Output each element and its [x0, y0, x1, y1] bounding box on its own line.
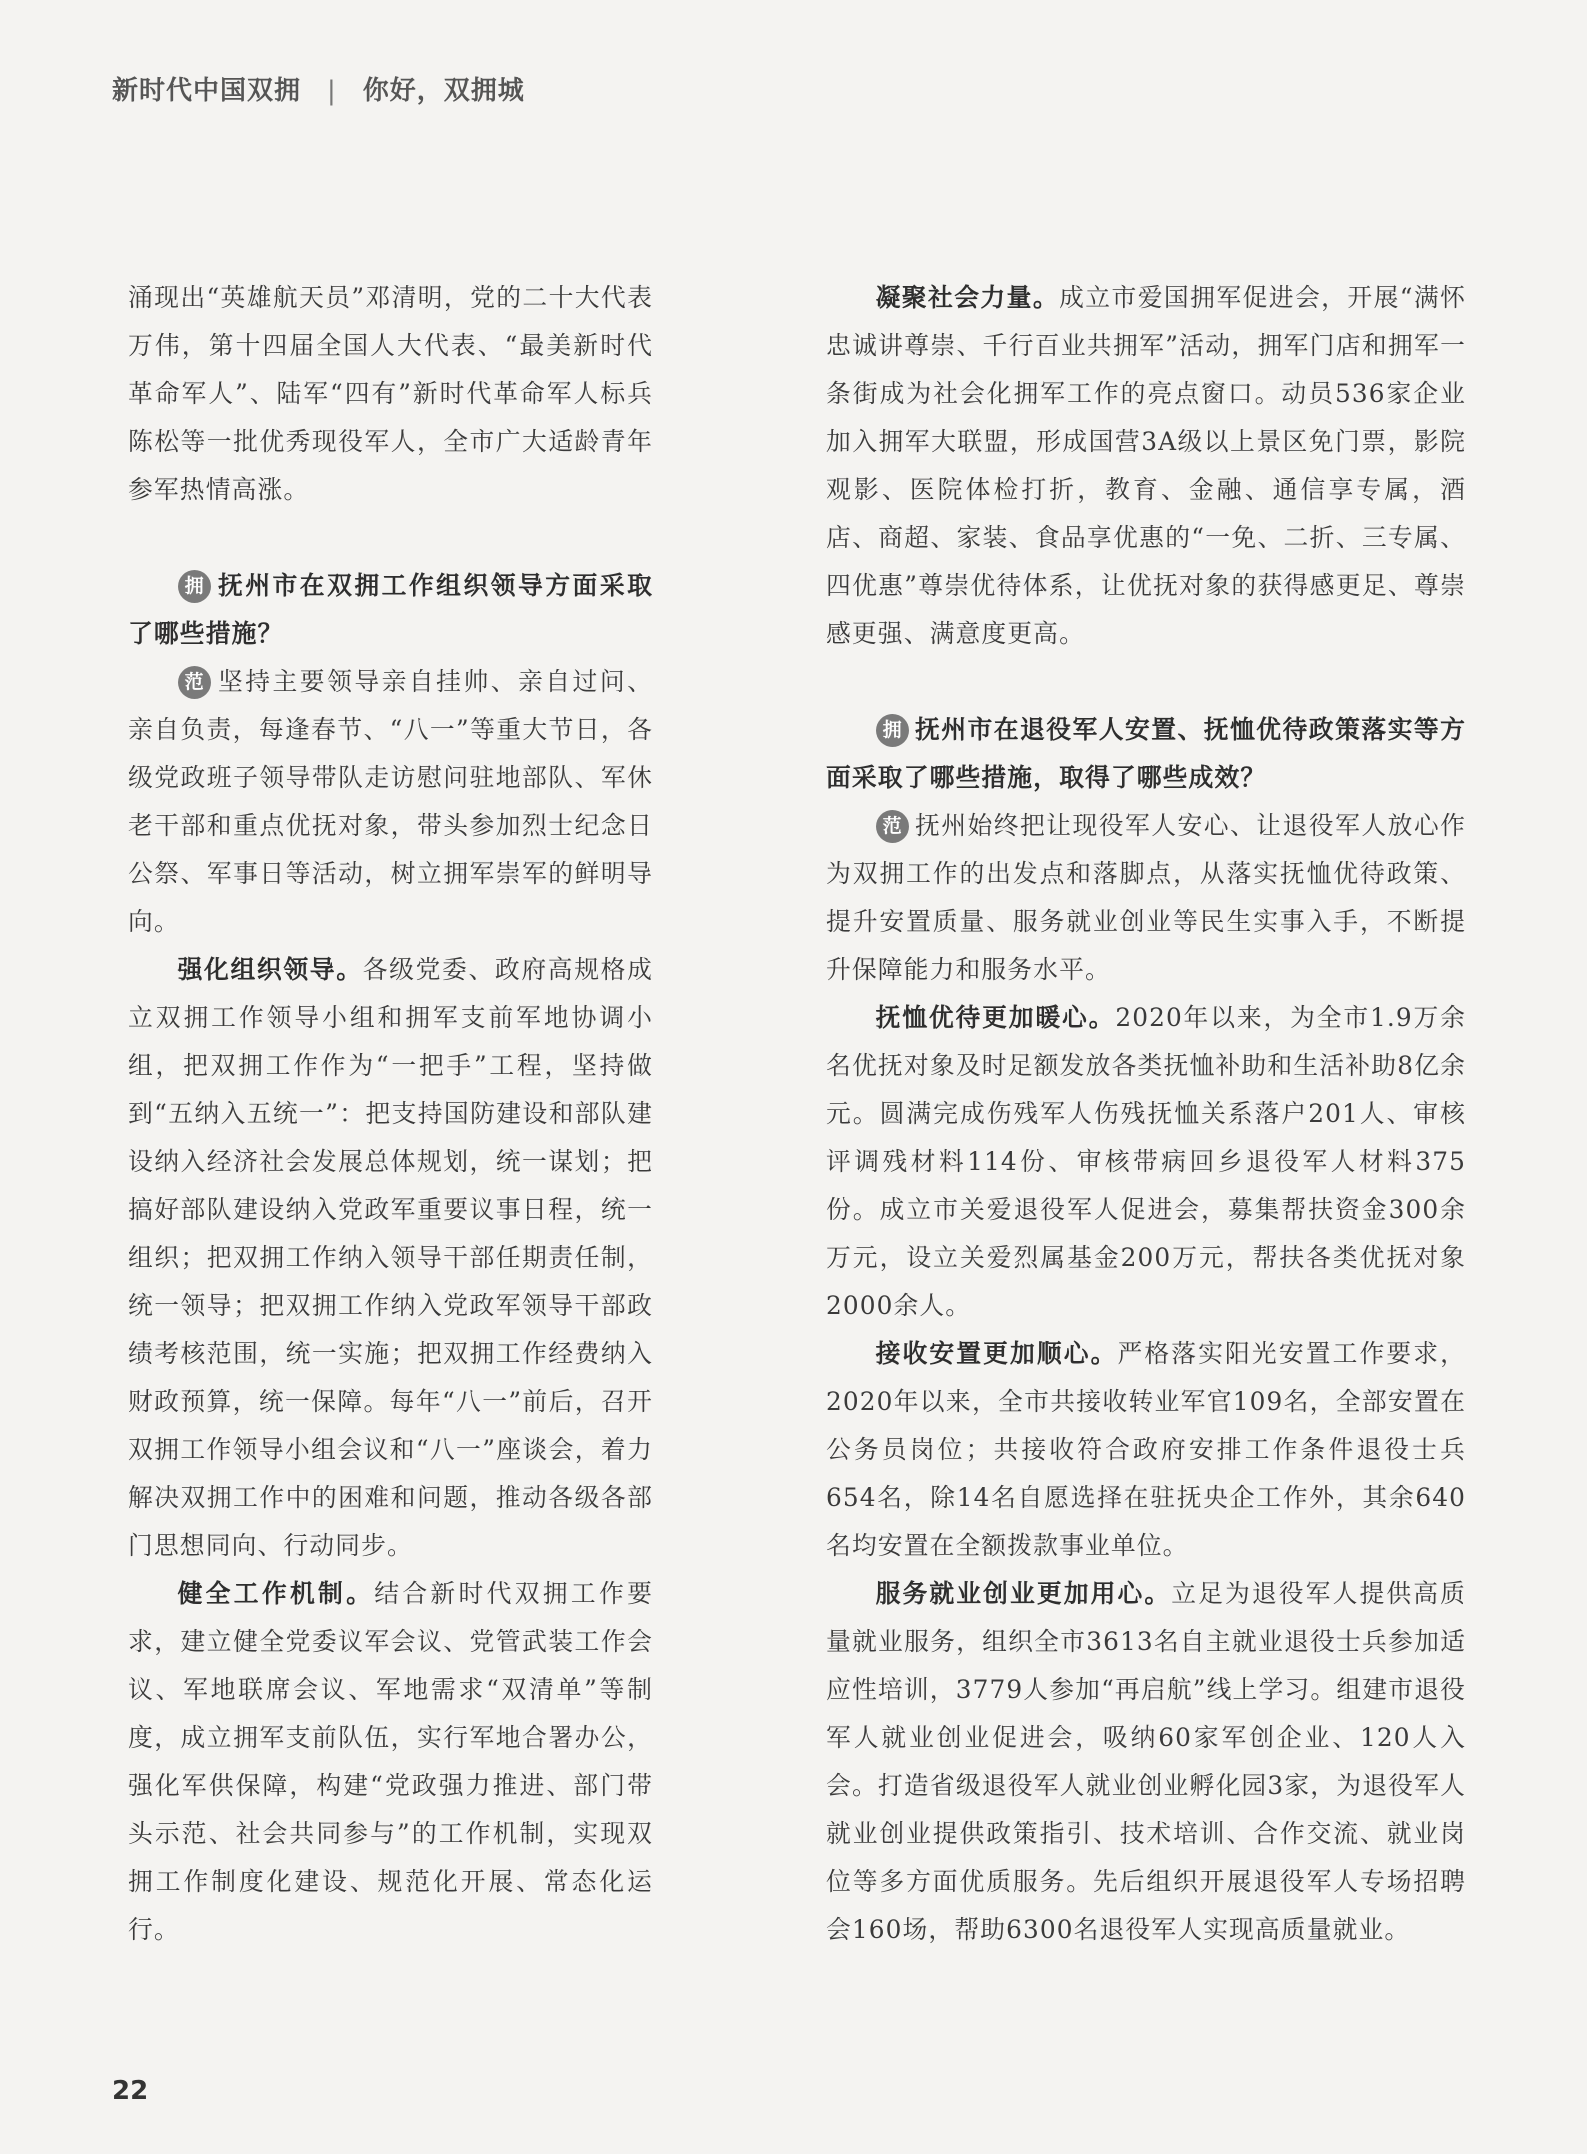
paragraph	[826, 994, 1466, 1330]
paragraph-body: 严格落实阳光安置工作要求，2020年以来，全市共接收转业军官109名，全部安置在公务员岗位；共接收符合政府安排工作条件退役士兵654名，除14名自愿选择在驻抚央企工作外，其余640名均安置在全额拨款事业单位。	[826, 1339, 1466, 1560]
right-column	[826, 274, 1466, 1954]
question-heading	[826, 706, 1466, 802]
paragraph	[128, 1570, 653, 1954]
paragraph-lead: 强化组织领导。	[177, 955, 363, 984]
answer-badge-icon: 范	[876, 810, 909, 843]
paragraph-continued: 涌现出“英雄航天员”邓清明，党的二十大代表万伟，第十四届全国人大代表、“最美新时代革命军人”、陆军“四有”新时代革命军人标兵陈松等一批优秀现役军人，全市广大适龄青年参军热情高涨。	[128, 283, 653, 504]
paragraph-lead: 凝聚社会力量。	[875, 283, 1060, 312]
answer-paragraph	[128, 658, 653, 946]
paragraph-body: 成立市爱国拥军促进会，开展“满怀忠诚讲尊崇、千行百业共拥军”活动，拥军门店和拥军一条街成为社会化拥军工作的亮点窗口。动员536家企业加入拥军大联盟，形成国营3A级以上景区免门票，影院观影、医院体检打折，教育、金融、通信享专属，酒店、商超、家装、食品享优惠的“一免、二折、三专属、四优惠”尊崇优待体系，让优抚对象的获得感更足、尊崇感更强、满意度更高。	[826, 283, 1467, 648]
header-series-title: 新时代中国双拥	[112, 76, 302, 106]
answer-paragraph	[826, 802, 1466, 994]
question-badge-icon: 拥	[178, 570, 211, 603]
question-badge-icon: 拥	[876, 714, 909, 747]
answer-text: 坚持主要领导亲自挂帅、亲自过问、亲自负责，每逢春节、“八一”等重大节日，各级党政班子领导带队走访慰问驻地部队、军休老干部和重点优抚对象，带头参加烈士纪念日公祭、军事日等活动，树立拥军崇军的鲜明导向。	[128, 667, 653, 936]
paragraph-lead: 服务就业创业更加用心。	[875, 1579, 1172, 1608]
paragraph-body: 结合新时代双拥工作要求，建立健全党委议军会议、党管武装工作会议、军地联席会议、军地需求“双清单”等制度，成立拥军支前队伍，实行军地合署办公，强化军供保障，构建“党政强力推进、部门带头示范、社会共同参与”的工作机制，实现双拥工作制度化建设、规范化开展、常态化运行。	[128, 1579, 653, 1944]
running-header	[112, 70, 525, 107]
answer-badge-icon: 范	[178, 666, 211, 699]
paragraph-lead: 抚恤优待更加暖心。	[875, 1003, 1116, 1032]
question-text: 抚州市在双拥工作组织领导方面采取了哪些措施？	[128, 571, 653, 648]
question-text: 抚州市在退役军人安置、抚恤优待政策落实等方面采取了哪些措施，取得了哪些成效？	[826, 715, 1466, 792]
paragraph-body: 各级党委、政府高规格成立双拥工作领导小组和拥军支前军地协调小组，把双拥工作作为“一把手”工程，坚持做到“五纳入五统一”：把支持国防建设和部队建设纳入经济社会发展总体规划，统一谋划；把搞好部队建设纳入党政军重要议事日程，统一组织；把双拥工作纳入领导干部任期责任制，统一领导；把双拥工作纳入党政军领导干部政绩考核范围，统一实施；把双拥工作经费纳入财政预算，统一保障。每年“八一”前后，召开双拥工作领导小组会议和“八一”座谈会，着力解决双拥工作中的困难和问题，推动各级各部门思想同向、行动同步。	[128, 955, 653, 1560]
paragraph-lead: 接收安置更加顺心。	[875, 1339, 1118, 1368]
answer-text: 抚州始终把让现役军人安心、让退役军人放心作为双拥工作的出发点和落脚点，从落实抚恤优待政策、提升安置质量、服务就业创业等民生实事入手，不断提升保障能力和服务水平。	[826, 811, 1466, 984]
paragraph-body: 2020年以来，为全市1.9万余名优抚对象及时足额发放各类抚恤补助和生活补助8亿余元。圆满完成伤残军人伤残抚恤关系落户201人、审核评调残材料114份、审核带病回乡退役军人材料375份。成立市关爱退役军人促进会，募集帮扶资金300余万元，设立关爱烈属基金200万元，帮扶各类优抚对象2000余人。	[826, 1003, 1466, 1320]
header-separator: |	[327, 76, 337, 106]
page-number: 22	[112, 2076, 149, 2106]
paragraph	[826, 274, 1466, 658]
question-heading	[128, 562, 653, 658]
header-section-title: 你好，双拥城	[362, 76, 525, 106]
left-column	[128, 274, 653, 1954]
paragraph	[826, 1330, 1466, 1570]
paragraph	[826, 1570, 1466, 1954]
paragraph-body: 立足为退役军人提供高质量就业服务，组织全市3613名自主就业退役士兵参加适应性培训，3779人参加“再启航”线上学习。组建市退役军人就业创业促进会，吸纳60家军创企业、120人入会。打造省级退役军人就业创业孵化园3家，为退役军人就业创业提供政策指引、技术培训、合作交流、就业岗位等多方面优质服务。先后组织开展退役军人专场招聘会160场，帮助6300名退役军人实现高质量就业。	[826, 1579, 1466, 1944]
paragraph	[128, 946, 653, 1570]
paragraph-lead: 健全工作机制。	[177, 1579, 375, 1608]
